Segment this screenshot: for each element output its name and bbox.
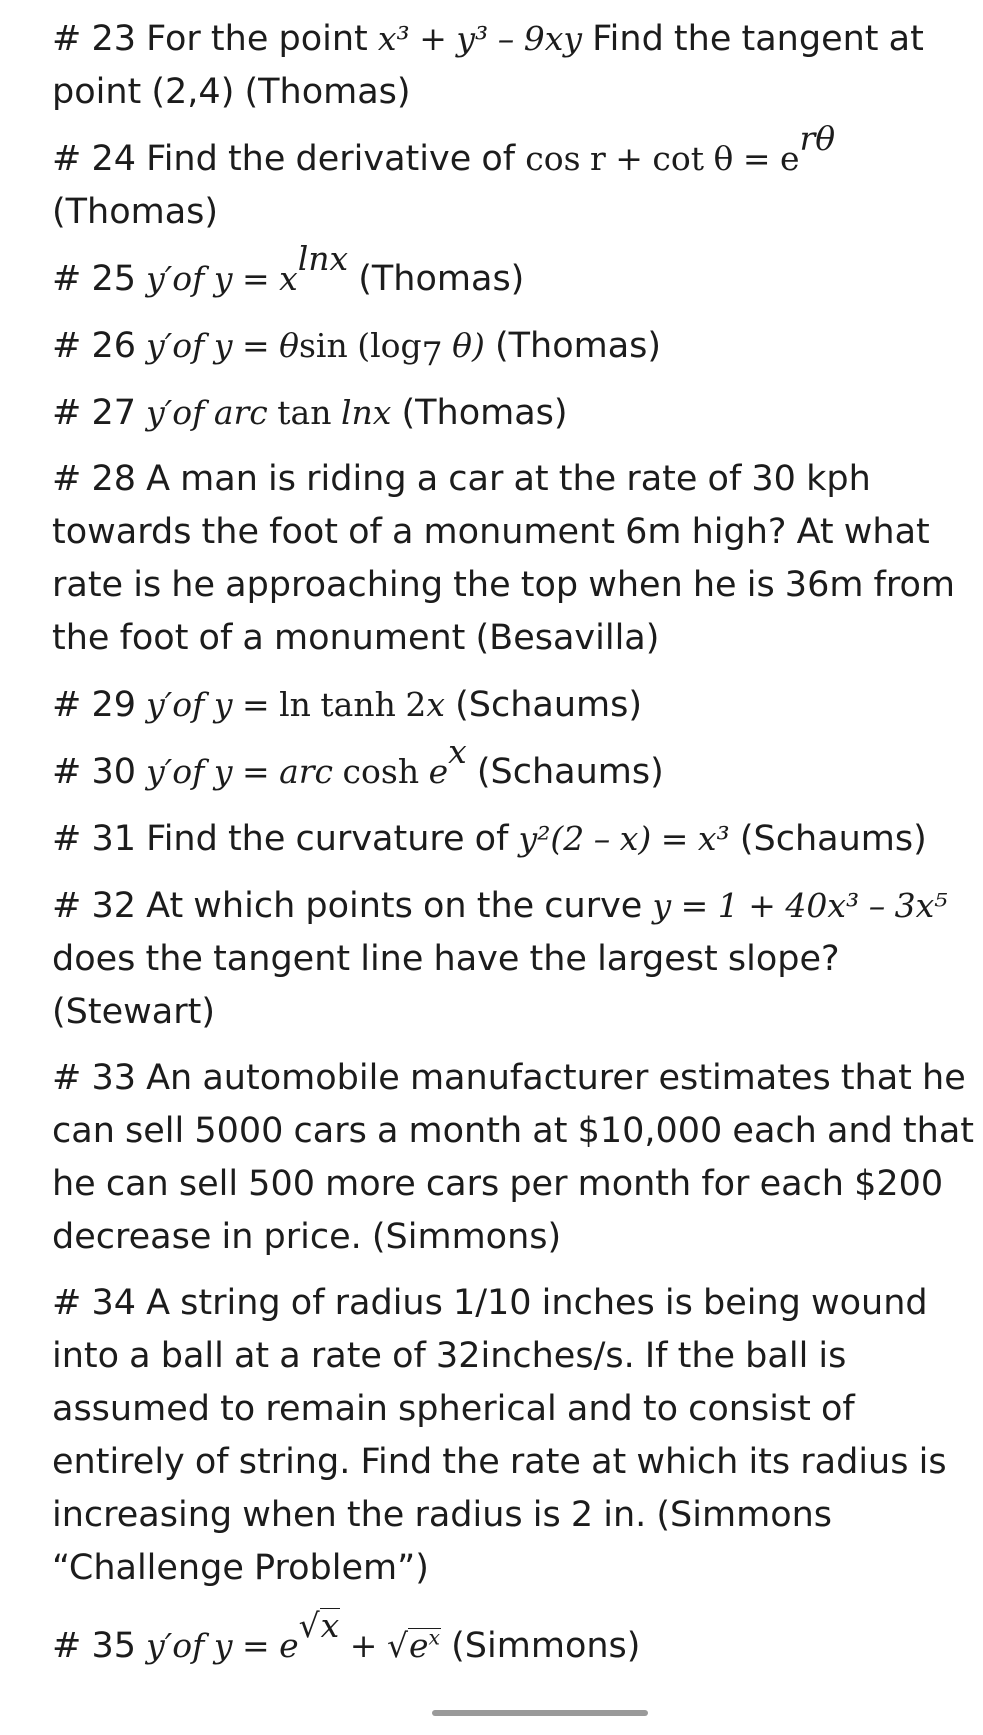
home-indicator-bar[interactable] xyxy=(432,1710,648,1716)
sqrt-radicand xyxy=(408,1625,441,1665)
problem-math-superscript: x xyxy=(428,1625,441,1650)
problem-25 xyxy=(52,239,983,306)
problem-24 xyxy=(52,119,983,239)
problem-text: # 25 xyxy=(52,259,147,299)
problem-math: tan xyxy=(277,393,341,432)
problem-34: # 34 A string of radius 1/10 inches is being wound into a ball at a rate of 32inches/s. If the ball is assumed to remain spherical and to consist of entirely of string. Find the rate at which its radius is increasing when the radius is 2 in. (Simmons “Challenge Problem”) xyxy=(52,1283,947,1588)
problem-text: (Thomas) xyxy=(348,259,525,299)
problem-math: cosh xyxy=(342,752,429,791)
problem-text: (Schaums) xyxy=(729,819,927,859)
problem-math-superscript: rθ xyxy=(799,119,836,159)
problem-math: θ) xyxy=(442,326,485,365)
problem-math: y′of y = arc xyxy=(146,752,343,791)
problem-text: (Thomas) xyxy=(52,192,219,232)
problem-text: # 32 At which points on the curve xyxy=(52,886,653,926)
problem-text: # 30 xyxy=(52,752,147,792)
problem-35 xyxy=(52,1608,983,1673)
problem-math: x³ + y³ – 9xy xyxy=(377,19,582,58)
problem-text: # 31 Find the curvature of xyxy=(52,819,519,859)
problem-math: sin (log xyxy=(298,326,422,365)
problem-text: # 35 xyxy=(52,1625,147,1666)
problem-28: # 28 A man is riding a car at the rate of 30 kph towards the foot of a monument 6m high? At what rate is he approaching the top when he is 36m from the foot of a monument (Besavilla) xyxy=(52,459,956,658)
problem-math: e xyxy=(408,1625,429,1665)
problem-math: lnx xyxy=(340,393,392,432)
problem-27 xyxy=(52,386,983,440)
sqrt-symbol: √ xyxy=(386,1625,408,1665)
problem-33: # 33 An automobile manufacturer estimates that he can sell 5000 cars a month at $10,000 each and that he can sell 500 more cars per month for each $200 decrease in price. (Simmons) xyxy=(52,1058,975,1257)
problem-math-superscript xyxy=(299,1606,341,1645)
problem-text: (Simmons) xyxy=(441,1625,641,1666)
problem-text: (Thomas) xyxy=(484,326,662,366)
problem-text: # 26 xyxy=(52,326,147,366)
problem-29 xyxy=(52,678,983,732)
problem-list xyxy=(52,12,983,1686)
problem-math: e xyxy=(428,752,449,791)
problem-math: cos r + cot θ = e xyxy=(525,139,800,178)
sqrt-radicand: x xyxy=(320,1606,340,1645)
problem-31 xyxy=(52,812,983,866)
problem-text: does the tangent line have the largest slope? (Stewart) xyxy=(52,939,840,1032)
problem-text: Find the tangent at point (2,4) (Thomas) xyxy=(52,19,924,112)
problem-23 xyxy=(52,12,983,119)
problem-math-subscript: 7 xyxy=(421,334,443,374)
problem-text: # 24 Find the derivative of xyxy=(52,139,526,179)
problem-text: # 29 xyxy=(52,685,147,725)
problem-math: y′of y = x xyxy=(146,259,298,298)
problem-26 xyxy=(52,319,983,373)
problem-30 xyxy=(52,732,983,799)
problem-text: (Thomas) xyxy=(391,393,568,433)
problem-math: y′of arc xyxy=(146,393,278,432)
problem-text: (Schaums) xyxy=(466,752,664,792)
problem-math: y′of y = e xyxy=(146,1625,299,1665)
problem-text: # 27 xyxy=(52,393,147,433)
problem-math: y = 1 + 40x³ – 3x⁵ xyxy=(652,886,948,925)
problem-math: y²(2 – x) = x³ xyxy=(518,819,730,858)
problem-math-superscript: x xyxy=(448,732,467,772)
problem-math-superscript: lnx xyxy=(297,239,349,279)
problem-32 xyxy=(52,879,983,1039)
problem-math: y′of y = θ xyxy=(146,326,299,365)
problem-math: y′of y = xyxy=(146,685,280,724)
problem-math: ln tanh 2 xyxy=(279,685,427,724)
problem-text: # 23 For the point xyxy=(52,19,378,59)
sqrt-symbol: √ xyxy=(298,1606,320,1645)
problem-math: x xyxy=(426,685,445,724)
problem-text: (Schaums) xyxy=(444,685,643,725)
problem-math: + xyxy=(340,1625,387,1665)
